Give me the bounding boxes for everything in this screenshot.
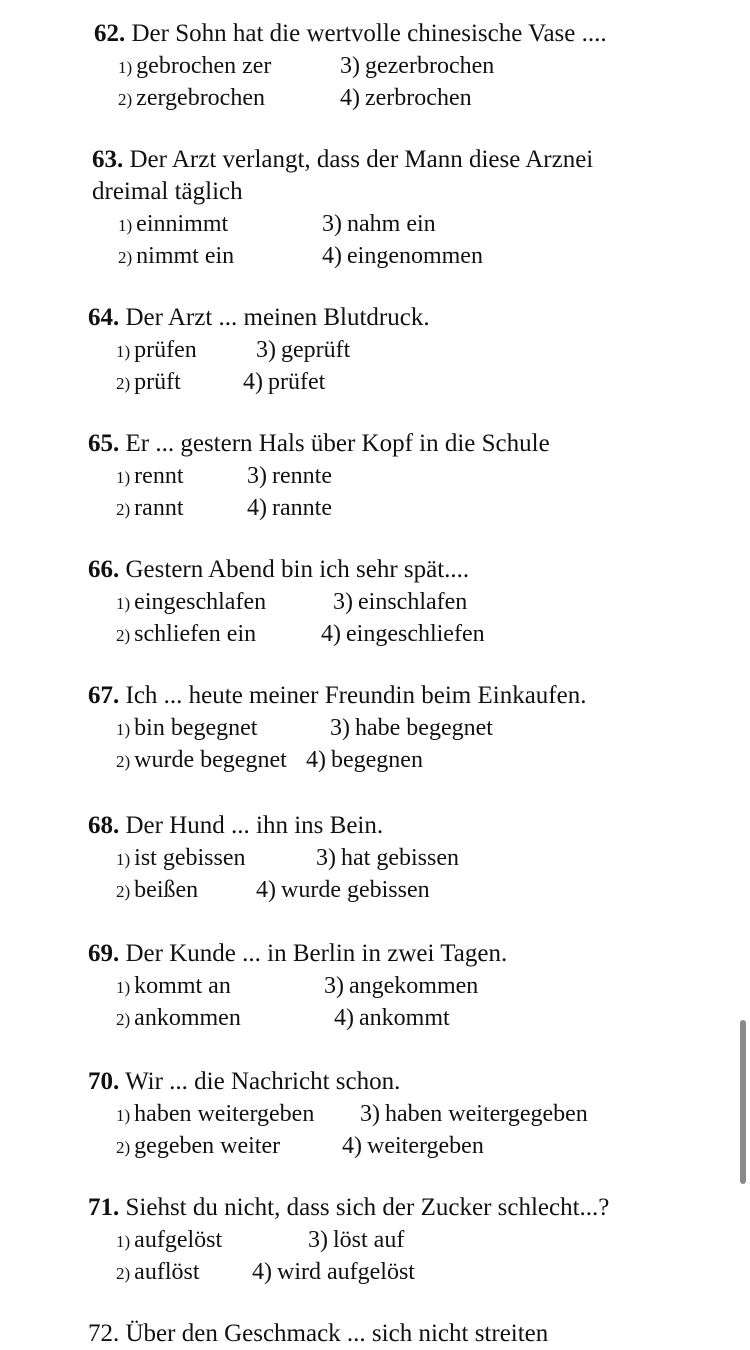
question-text: 68. Der Hund ... ihn ins Bein. — [88, 812, 384, 839]
question-text: 69. Der Kunde ... in Berlin in zwei Tagen. — [88, 940, 508, 967]
question-text: 63. Der Arzt verlangt, dass der Mann diese Arznei — [92, 146, 594, 173]
question-72-partial: 72. Über den Geschmack ... sich nicht streiten — [88, 1320, 549, 1347]
option-2[interactable]: 2) gegeben weiter — [116, 1133, 281, 1159]
question-text: 62. Der Sohn hat die wertvolle chinesische Vase .... — [94, 20, 607, 47]
option-4[interactable]: 4) ankommt — [334, 1005, 450, 1031]
question-text: 66. Gestern Abend bin ich sehr spät.... — [88, 556, 470, 583]
option-1[interactable]: 1) aufgelöst — [116, 1227, 223, 1253]
question-text: 64. Der Arzt ... meinen Blutdruck. — [88, 304, 430, 331]
option-2[interactable]: 2) beißen — [116, 877, 199, 903]
question-text: 65. Er ... gestern Hals über Kopf in die Schule — [88, 430, 550, 457]
option-3[interactable]: 3) angekommen — [324, 973, 479, 999]
option-1[interactable]: 1) eingeschlafen — [116, 589, 267, 615]
option-4[interactable]: 4) eingeschliefen — [321, 621, 485, 647]
option-1[interactable]: 1) kommt an — [116, 973, 231, 999]
question-text: 71. Siehst du nicht, dass sich der Zucker schlecht...? — [88, 1194, 610, 1221]
option-2[interactable]: 2) zergebrochen — [118, 85, 265, 111]
option-2[interactable]: 2) schliefen ein — [116, 621, 257, 647]
question-text: 67. Ich ... heute meiner Freundin beim Einkaufen. — [88, 682, 587, 709]
option-1[interactable]: 1) bin begegnet — [116, 715, 258, 741]
option-4[interactable]: 4) wurde gebissen — [256, 877, 430, 903]
option-2[interactable]: 2) auflöst — [116, 1259, 200, 1285]
option-4[interactable]: 4) prüfet — [243, 369, 326, 395]
option-4[interactable]: 4) weitergeben — [342, 1133, 484, 1159]
option-2[interactable]: 2) ankommen — [116, 1005, 241, 1031]
option-3[interactable]: 3) nahm ein — [322, 211, 436, 237]
option-2[interactable]: 2) nimmt ein — [118, 243, 235, 269]
option-4[interactable]: 4) begegnen — [306, 747, 423, 773]
option-2[interactable]: 2) rannt — [116, 495, 184, 521]
option-3[interactable]: 3) gezerbrochen — [340, 53, 495, 79]
scrollbar[interactable] — [740, 1020, 746, 1184]
option-3[interactable]: 3) löst auf — [308, 1227, 405, 1253]
option-1[interactable]: 1) rennt — [116, 463, 184, 489]
option-3[interactable]: 3) hat gebissen — [316, 845, 459, 871]
option-4[interactable]: 4) rannte — [247, 495, 332, 521]
option-1[interactable]: 1) einnimmt — [118, 211, 229, 237]
option-4[interactable]: 4) eingenommen — [322, 243, 483, 269]
option-1[interactable]: 1) ist gebissen — [116, 845, 246, 871]
option-2[interactable]: 2) prüft — [116, 369, 181, 395]
question-text-cont: dreimal täglich — [92, 178, 243, 205]
option-3[interactable]: 3) rennte — [247, 463, 332, 489]
option-4[interactable]: 4) zerbrochen — [340, 85, 472, 111]
option-1[interactable]: 1) haben weitergeben — [116, 1101, 315, 1127]
option-4[interactable]: 4) wird aufgelöst — [252, 1259, 415, 1285]
option-3[interactable]: 3) haben weitergegeben — [360, 1101, 588, 1127]
option-3[interactable]: 3) habe begegnet — [330, 715, 493, 741]
option-3[interactable]: 3) einschlafen — [333, 589, 468, 615]
option-2[interactable]: 2) wurde begegnet — [116, 747, 287, 773]
option-1[interactable]: 1) gebrochen zer — [118, 53, 272, 79]
question-text: 70. Wir ... die Nachricht schon. — [88, 1068, 401, 1095]
option-3[interactable]: 3) geprüft — [256, 337, 351, 363]
option-1[interactable]: 1) prüfen — [116, 337, 197, 363]
